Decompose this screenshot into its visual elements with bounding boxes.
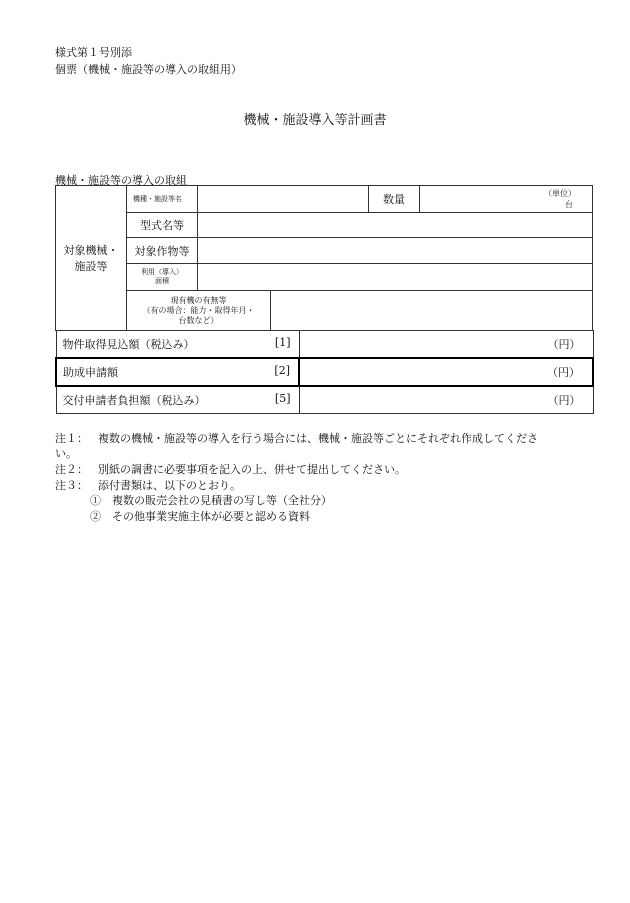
applicant-burden-label xyxy=(56,386,299,414)
form-number: 様式第１号別添 xyxy=(55,46,132,59)
section-title: 機械・施設等の導入の取組 xyxy=(55,174,187,187)
attachment-item-2: ② その他事業実施主体が必要と認める資料 xyxy=(90,510,310,523)
note-2-text: 別紙の調書に必要事項を記入の上、併せて提出してください。 xyxy=(98,463,406,476)
machine-name-label: 機種・施設等名 xyxy=(127,186,198,213)
note-3-label: 注３： xyxy=(55,479,88,492)
target-equipment-label xyxy=(56,186,127,331)
quantity-label: 数量 xyxy=(369,186,420,213)
applicant-burden-field[interactable] xyxy=(299,386,593,414)
usage-area-label-line2: 面積 xyxy=(155,277,169,285)
document-title: 機械・施設導入等計画書 xyxy=(243,113,387,128)
note-3 xyxy=(55,477,241,493)
yen-unit: （円） xyxy=(547,394,581,407)
target-equipment-label-line1: 対象機械・ xyxy=(63,244,119,257)
subsidy-amount-label xyxy=(56,358,299,386)
usage-area-field[interactable] xyxy=(198,264,593,291)
existing-machine-field[interactable] xyxy=(271,291,593,331)
subsidy-amount-field[interactable] xyxy=(299,358,593,386)
unit-value: 台 xyxy=(565,200,574,209)
subsidy-amount-ref: [2] xyxy=(274,364,290,377)
usage-area-label xyxy=(127,264,198,291)
existing-machine-label-line2: （有の場合：能力・取得年月・ xyxy=(142,305,255,315)
existing-machine-label xyxy=(127,291,271,331)
note-1-text: 複数の機械・施設等の導入を行う場合には、機械・施設等ごとにそれぞれ作成してくださ xyxy=(98,432,538,445)
quantity-field[interactable] xyxy=(420,186,593,213)
existing-machine-label-line1: 現有機の有無等 xyxy=(170,295,227,305)
acquisition-amount-field[interactable] xyxy=(299,331,593,359)
note-2 xyxy=(55,461,406,477)
usage-area-label-line1: 利用（導入） xyxy=(141,268,183,276)
subsidy-amount-text: 助成申請額 xyxy=(63,366,118,379)
unit-label: （単位） xyxy=(544,189,577,198)
target-equipment-label-line2: 施設等 xyxy=(74,260,108,273)
applicant-burden-text: 交付申請者負担額（税込み） xyxy=(62,394,206,407)
note-1-continuation: い。 xyxy=(55,447,77,460)
amount-table xyxy=(55,330,594,414)
attachment-item-1: ① 複数の販売会社の見積書の写し等（全社分） xyxy=(90,494,332,507)
acquisition-amount-ref: [1] xyxy=(274,336,291,349)
target-crop-label: 対象作物等 xyxy=(127,238,198,264)
model-name-field[interactable] xyxy=(198,213,593,238)
machine-name-field[interactable] xyxy=(198,186,369,213)
acquisition-amount-text: 物件取得見込額（税込み） xyxy=(62,338,195,351)
yen-unit: （円） xyxy=(547,366,580,379)
note-3-text: 添付書類は、以下のとおり。 xyxy=(98,479,241,492)
form-subtitle: 個票（機械・施設等の導入の取組用） xyxy=(55,63,242,76)
target-crop-field[interactable] xyxy=(198,238,593,264)
note-2-label: 注２： xyxy=(55,463,88,476)
note-1 xyxy=(55,430,538,446)
existing-machine-label-line3: 台数など） xyxy=(178,315,219,325)
yen-unit: （円） xyxy=(547,338,581,351)
note-1-label: 注１： xyxy=(55,432,88,445)
acquisition-amount-label xyxy=(56,331,299,359)
equipment-table xyxy=(55,185,593,331)
model-name-label: 型式名等 xyxy=(127,213,198,238)
applicant-burden-ref: [5] xyxy=(274,392,291,405)
